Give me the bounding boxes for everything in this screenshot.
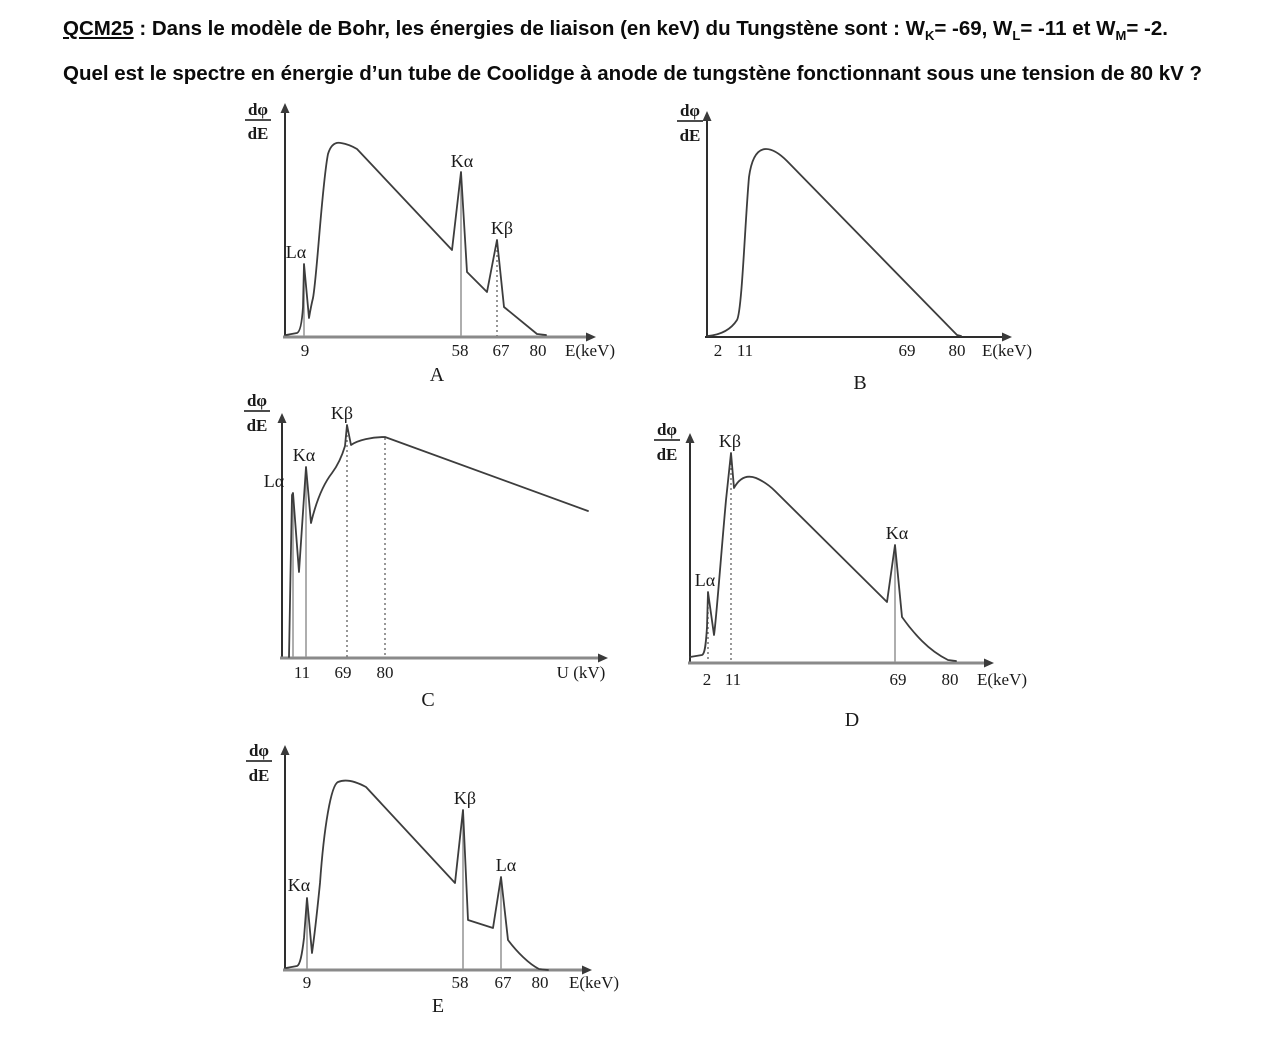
chart-E bbox=[238, 735, 658, 1035]
peak-label: Lα bbox=[495, 855, 517, 875]
chart-C bbox=[238, 388, 658, 718]
x-tick: 80 bbox=[948, 341, 966, 360]
qcm-number: QCM25 bbox=[63, 17, 134, 40]
y-axis-denominator: dE bbox=[246, 416, 268, 435]
x-tick: 2 bbox=[702, 670, 712, 689]
y-axis-numerator: dφ bbox=[679, 101, 701, 120]
y-axis-numerator: dφ bbox=[247, 100, 269, 119]
option-letter: E bbox=[431, 995, 445, 1017]
question-text-part2: = -69, W bbox=[934, 17, 1013, 40]
spectrum-curve bbox=[289, 425, 588, 657]
y-axis-numerator: dφ bbox=[246, 391, 268, 410]
y-axis-numerator: dφ bbox=[248, 741, 270, 760]
chart-A-plot bbox=[240, 92, 640, 392]
spectrum-curve bbox=[286, 143, 546, 335]
question-text-part1: : Dans le modèle de Bohr, les énergies de liaison (en keV) du Tungstène sont : W bbox=[133, 17, 925, 40]
x-axis-arrowhead-icon bbox=[598, 654, 608, 663]
peak-label: Kα bbox=[450, 151, 474, 171]
subscript-K: K bbox=[924, 28, 935, 43]
x-tick: 80 bbox=[941, 670, 959, 689]
question-text-part3: = -11 et W bbox=[1020, 17, 1116, 40]
x-tick: 69 bbox=[898, 341, 916, 360]
chart-D bbox=[650, 415, 1070, 735]
x-axis-label: U (kV) bbox=[556, 663, 606, 682]
y-axis-denominator: dE bbox=[656, 445, 678, 464]
x-tick: 80 bbox=[531, 973, 549, 992]
x-tick: 67 bbox=[494, 973, 512, 992]
x-tick: 9 bbox=[302, 973, 312, 992]
peak-label: Lα bbox=[285, 242, 307, 262]
x-tick: 11 bbox=[724, 670, 742, 689]
y-axis-numerator: dφ bbox=[656, 420, 678, 439]
peak-label: Kβ bbox=[490, 218, 514, 238]
question-line-1 bbox=[63, 10, 1243, 55]
x-axis-label: E(keV) bbox=[568, 973, 620, 992]
x-tick: 69 bbox=[334, 663, 352, 682]
peak-label: Kα bbox=[885, 523, 909, 543]
question-text-part4: = -2. bbox=[1126, 17, 1168, 40]
y-axis-arrowhead-icon bbox=[703, 111, 712, 121]
x-tick: 9 bbox=[300, 341, 310, 360]
y-axis-arrowhead-icon bbox=[278, 413, 287, 423]
option-letter: D bbox=[844, 709, 860, 731]
x-tick: 58 bbox=[451, 341, 469, 360]
y-axis-arrowhead-icon bbox=[686, 433, 695, 443]
y-axis-denominator: dE bbox=[247, 124, 269, 143]
x-tick: 80 bbox=[376, 663, 394, 682]
chart-C-plot bbox=[238, 388, 658, 718]
peak-label: Kβ bbox=[718, 431, 742, 451]
peak-label: Kβ bbox=[453, 788, 477, 808]
option-letter: C bbox=[421, 689, 435, 711]
x-tick: 67 bbox=[492, 341, 510, 360]
spectrum-curve bbox=[708, 149, 961, 336]
peak-label: Kα bbox=[287, 875, 311, 895]
peak-label: Kβ bbox=[330, 403, 354, 423]
x-tick: 11 bbox=[293, 663, 311, 682]
x-axis-label: E(keV) bbox=[564, 341, 616, 360]
x-axis-arrowhead-icon bbox=[984, 659, 994, 668]
peak-label: Lα bbox=[263, 471, 285, 491]
chart-E-plot bbox=[238, 735, 658, 1035]
chart-B bbox=[660, 92, 1060, 402]
x-tick: 11 bbox=[736, 341, 754, 360]
y-axis-arrowhead-icon bbox=[281, 745, 290, 755]
question-line-2: Quel est le spectre en énergie d’un tube de Coolidge à anode de tungstène fonctionnant sous une tension de 80 kV ? bbox=[63, 62, 1203, 85]
chart-A bbox=[240, 92, 640, 392]
spectrum-curve bbox=[690, 453, 956, 661]
x-tick: 2 bbox=[713, 341, 723, 360]
option-letter: A bbox=[429, 364, 445, 386]
x-tick: 80 bbox=[529, 341, 547, 360]
question-block bbox=[63, 10, 1243, 93]
y-axis-denominator: dE bbox=[679, 126, 701, 145]
x-tick: 58 bbox=[451, 973, 469, 992]
x-axis-label: E(keV) bbox=[981, 341, 1033, 360]
x-axis-label: E(keV) bbox=[976, 670, 1028, 689]
subscript-L: L bbox=[1012, 28, 1021, 43]
option-letter: B bbox=[853, 372, 867, 394]
x-tick: 69 bbox=[889, 670, 907, 689]
chart-D-plot bbox=[650, 415, 1070, 735]
peak-label: Lα bbox=[694, 570, 716, 590]
y-axis-arrowhead-icon bbox=[281, 103, 290, 113]
spectrum-curve bbox=[286, 781, 548, 970]
subscript-M: M bbox=[1115, 28, 1127, 43]
y-axis-denominator: dE bbox=[248, 766, 270, 785]
chart-B-plot bbox=[660, 92, 1060, 402]
peak-label: Kα bbox=[292, 445, 316, 465]
